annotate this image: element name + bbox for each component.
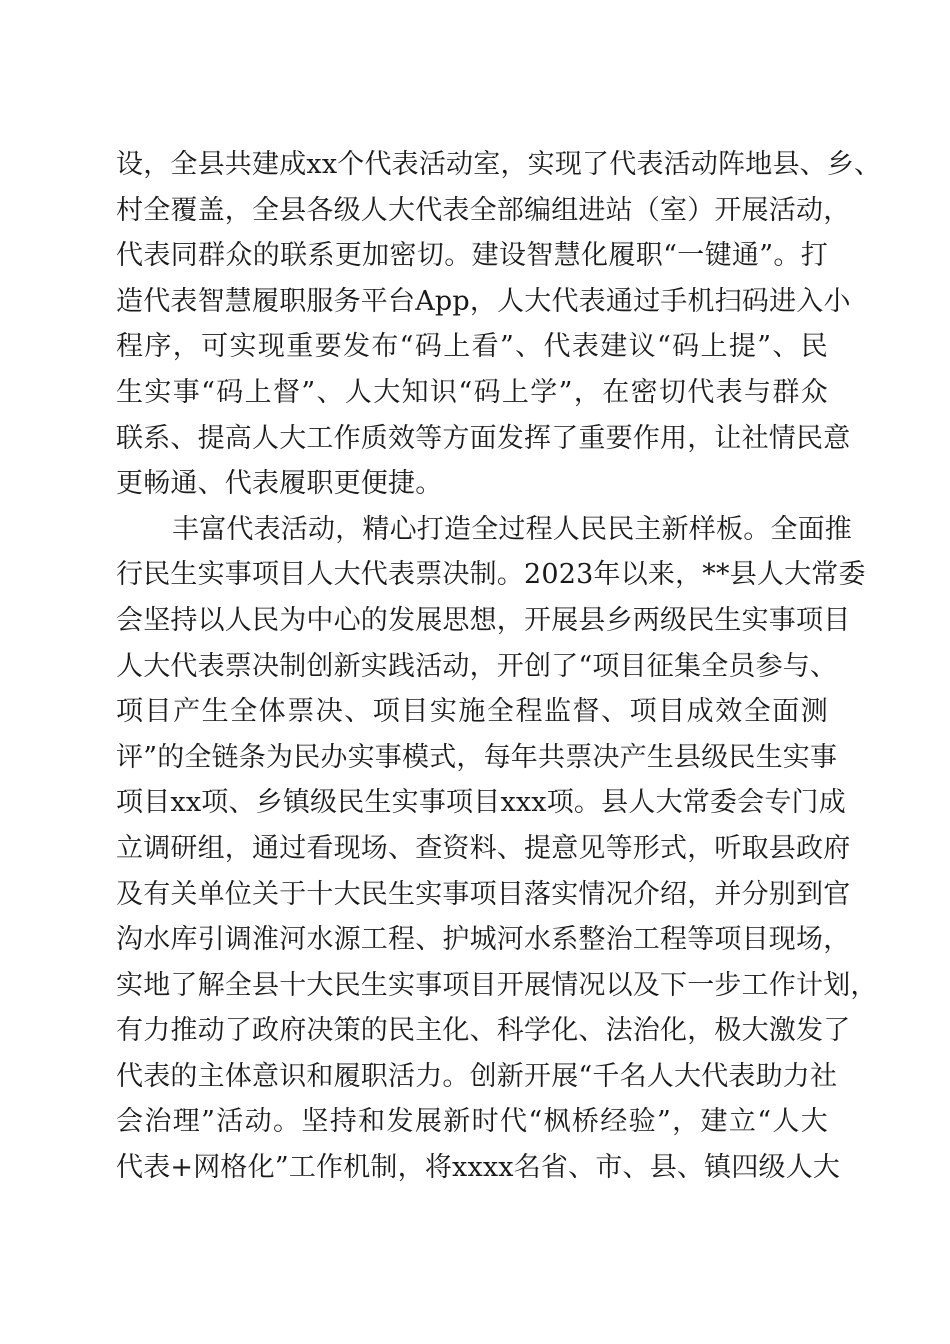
text-line: 代表的主体意识和履职活力。创新开展“千名人大代表助力社 (116, 1060, 838, 1092)
text-line: 代表同群众的联系更加密切。建设智慧化履职“一键通”。打 (116, 240, 828, 272)
text-line: 丰富代表活动，精心打造全过程人民民主新样板。全面推 (172, 513, 852, 545)
text-line: 造代表智慧履职服务平台App，人大代表通过手机扫码进入小 (116, 285, 851, 317)
text-line: 立调研组，通过看现场、查资料、提意见等形式，听取县政府 (116, 832, 851, 864)
text-line: 人大代表票决制创新实践活动，开创了“项目征集全员参与、 (116, 650, 838, 682)
text-line: 程序，可实现重要发布“码上看”、代表建议“码上提”、民 (116, 331, 828, 363)
paragraph-1 (116, 142, 882, 507)
text-line: 实地了解全县十大民生实事项目开展情况以及下一步工作计划， (116, 969, 878, 1001)
text-line: 会坚持以人民为中心的发展思想，开展县乡两级民生实事项目 (116, 604, 851, 636)
text-line: 联系、提高人大工作质效等方面发挥了重要作用，让社情民意 (116, 422, 851, 454)
text-line: 代表+网格化”工作机制，将xxxx名省、市、县、镇四级人大 (116, 1152, 841, 1184)
text-line: 生实事“码上督”、人大知识“码上学”，在密切代表与群众 (116, 376, 828, 408)
text-line: 项目产生全体票决、项目实施全程监督、项目成效全面测 (116, 696, 828, 728)
text-line: 更畅通、代表履职更便捷。 (116, 468, 443, 500)
text-line: 设，全县共建成xx个代表活动室，实现了代表活动阵地县、乡、 (116, 149, 882, 180)
text-line: 村全覆盖，全县各级人大代表全部编组进站（室）开展活动， (116, 194, 851, 226)
text-line: 项目xx项、乡镇级民生实事项目xxx项。县人大常委会专门成 (116, 787, 846, 819)
text-line: 沟水库引调淮河水源工程、护城河水系整治工程等项目现场， (116, 924, 851, 956)
text-line: 会治理”活动。坚持和发展新时代“枫桥经验”，建立“人大 (116, 1106, 828, 1138)
text-line: 有力推动了政府决策的民主化、科学化、法治化，极大激发了 (116, 1015, 851, 1047)
text-line: 评”的全链条为民办实事模式，每年共票决产生县级民生实事 (116, 741, 838, 773)
document-body (116, 142, 882, 1191)
text-line: 行民生实事项目人大代表票决制。2023年以来，**县人大常委 (116, 559, 866, 591)
text-line: 及有关单位关于十大民生实事项目落实情况介绍，并分别到官 (116, 878, 851, 910)
paragraph-2 (116, 507, 878, 1191)
